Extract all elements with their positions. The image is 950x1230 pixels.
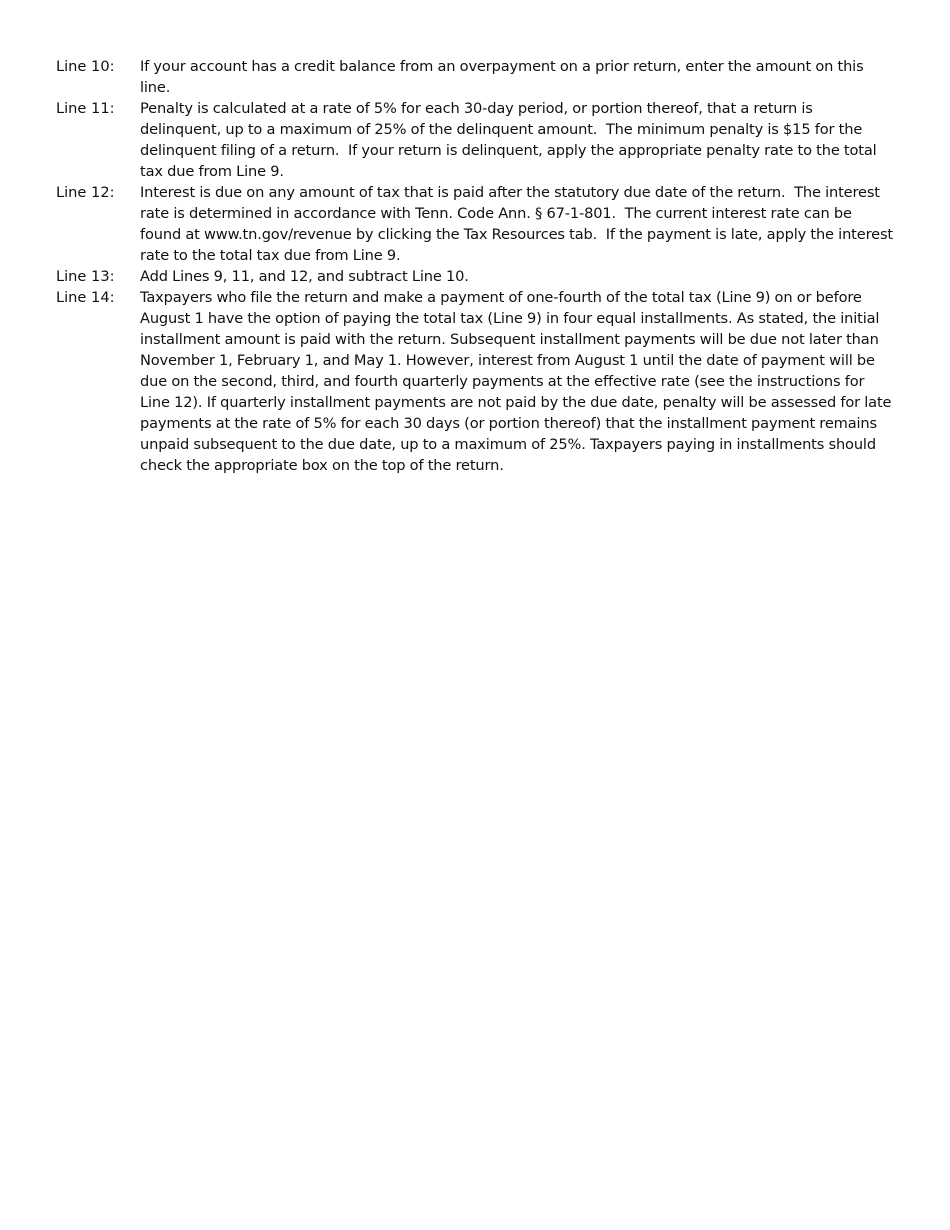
line-label: Line 12: — [56, 184, 115, 201]
line-description: Interest is due on any amount of tax that is paid after the statutory due date of the return. The interest rate is determined in accordance with Tenn. Code Ann. § 67-1-801. The current interest rate can be found at www.tn.gov/revenue by clicking the Tax Resources tab. If the payment is late, apply the interest rate to the total tax due from Line 9. — [140, 184, 898, 264]
instruction-line-11 — [56, 98, 896, 182]
instructions-page — [56, 56, 896, 476]
line-description: If your account has a credit balance from an overpayment on a prior return, enter the amount on this line. — [140, 58, 868, 96]
line-label: Line 10: — [56, 58, 115, 75]
line-description: Taxpayers who file the return and make a payment of one-fourth of the total tax (Line 9) on or before August 1 have the option of paying the total tax (Line 9) in four equal installments. As stated, the initial installment amount is paid with the return. Subsequent installment payments will be due not later than November 1, February 1, and May 1. However, interest from August 1 until the date of payment will be due on the second, third, and fourth quarterly payments at the effective rate (see the instructions for Line 12). If quarterly installment payments are not paid by the due date, penalty will be assessed for late payments at the rate of 5% for each 30 days (or portion thereof) that the installment payment remains unpaid subsequent to the due date, up to a maximum of 25%. Taxpayers paying in installments should check the appropriate box on the top of the return. — [140, 289, 896, 474]
instruction-line-13 — [56, 266, 896, 287]
instruction-line-12 — [56, 182, 896, 266]
line-label: Line 13: — [56, 268, 115, 285]
line-label: Line 11: — [56, 100, 115, 117]
line-description: Add Lines 9, 11, and 12, and subtract Line 10. — [140, 268, 469, 285]
line-description: Penalty is calculated at a rate of 5% for each 30-day period, or portion thereof, that a return is delinquent, up to a maximum of 25% of the delinquent amount. The minimum penalty is $15 for the delinquent filing of a return. If your return is delinquent, apply the appropriate penalty rate to the total tax due from Line 9. — [140, 100, 881, 180]
instruction-line-14 — [56, 287, 896, 476]
instruction-line-10 — [56, 56, 896, 98]
line-label: Line 14: — [56, 289, 115, 306]
